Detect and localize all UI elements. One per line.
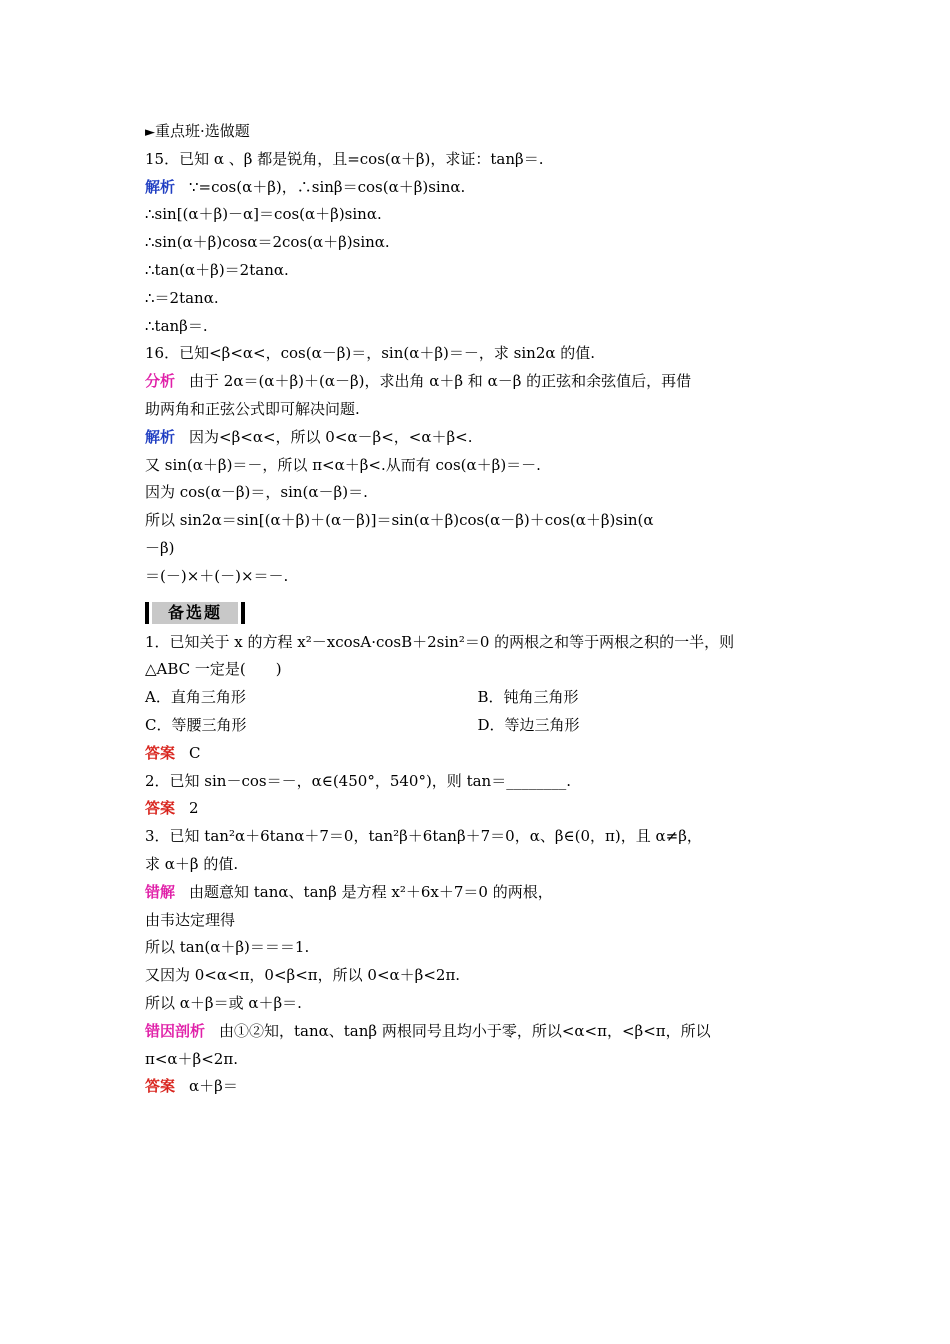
triangle-marker-icon: ► [145,125,155,140]
solution-line: ∵=cos(α＋β)，∴sinβ＝cos(α＋β)sinα. [189,177,466,196]
wrong-solution-text: 由韦达定理得 [145,910,236,929]
wrong-solution-text: 所以 tan(α＋β)＝＝＝1. [145,938,310,957]
wrong-solution-first [145,879,810,907]
backup-section-heading [145,601,810,625]
analysis-text: 助两角和正弦公式即可解决问题. [145,399,360,418]
solution-line: ＝(－)×＋(－)×＝－. [145,566,289,585]
answer-label: 答案 [145,743,176,762]
analysis-text: 由于 2α＝(α＋β)＋(α－β)，求出角 α＋β 和 α－β 的正弦和余弦值后，再借 [189,372,692,391]
problem-15-question: 15．已知 α 、β 都是锐角，且=cos(α＋β)，求证：tanβ＝. [145,149,544,168]
section-title: 备选题 [152,602,238,624]
problem-15-solution-first [145,174,810,202]
question-1-line: 1．已知关于 x 的方程 x²－xcosA·cosB＋2sin²＝0 的两根之和等于两根之积的一半，则 [145,632,735,651]
solution-line: －β) [145,538,175,557]
solution-line: ∴tanβ＝. [145,316,208,335]
solution-line: 所以 sin2α＝sin[(α＋β)＋(α－β)]＝sin(α＋β)cos(α－β)＋cos(α＋β)sin(α [145,511,654,530]
wrong-solution-text: 由题意知 tanα、tanβ 是方程 x²＋6x＋7＝0 的两根， [189,882,553,901]
options-row [145,712,810,740]
answer-label: 答案 [145,799,176,818]
answer-value: 2 [189,799,199,818]
option-d: D．等边三角形 [477,715,580,734]
document-page [145,118,810,1101]
solution-label: 解析 [145,177,176,196]
question-3-line: 3．已知 tan²α＋6tanα＋7＝0，tan²β＋6tanβ＋7＝0，α、β∈(0，π)，且 α≠β， [145,827,702,846]
question-3-answer [145,1073,810,1101]
question-2-answer [145,795,810,823]
wrong-solution-text: 所以 α＋β＝或 α＋β＝. [145,993,302,1012]
question-2-line: 2．已知 sin－cos＝－，α∈(450°，540°)，则 tan＝________. [145,771,571,790]
answer-label: 答案 [145,1077,176,1096]
solution-line: ∴sin[(α＋β)－α]＝cos(α＋β)sinα. [145,205,382,224]
solution-line: ∴＝2tanα. [145,288,219,307]
wrong-solution-text: 又因为 0<α<π，0<β<π，所以 0<α＋β<2π. [145,966,461,985]
analysis-label: 分析 [145,372,176,391]
error-cause-text: 由①②知，tanα、tanβ 两根同号且均小于零，所以<α<π，<β<π，所以 [219,1021,711,1040]
option-b: B．钝角三角形 [477,688,579,707]
error-cause-label: 错因剖析 [145,1021,206,1040]
wrong-solution-label: 错解 [145,882,176,901]
error-cause-text: π<α＋β<2π. [145,1049,238,1068]
solution-line: ∴tan(α＋β)＝2tanα. [145,260,289,279]
options-row [145,684,810,712]
solution-line: ∴sin(α＋β)cosα＝2cos(α＋β)sinα. [145,233,390,252]
error-cause-first [145,1018,810,1046]
heading-bar-left [145,602,149,624]
question-3-line: 求 α＋β 的值. [145,854,239,873]
solution-line: 因为<β<α<，所以 0<α－β<，<α＋β<. [189,427,473,446]
question-1-line: △ABC 一定是( ) [145,660,282,679]
heading-bar-right [241,602,245,624]
option-a: A．直角三角形 [145,688,246,707]
answer-value: α＋β＝ [189,1077,238,1096]
solution-line: 因为 cos(α－β)＝，sin(α－β)＝. [145,483,368,502]
problem-16-solution-first [145,424,810,452]
problem-16-analysis [145,368,810,396]
section-header [145,118,810,146]
answer-value: C [189,743,201,762]
problem-16-question: 16．已知<β<α<，cos(α－β)＝，sin(α＋β)＝－，求 sin2α 的值. [145,344,596,363]
question-1-answer [145,740,810,768]
option-c: C．等腰三角形 [145,715,247,734]
solution-line: 又 sin(α＋β)＝－，所以 π<α＋β<.从而有 cos(α＋β)＝－. [145,455,541,474]
solution-label: 解析 [145,427,176,446]
section-header-title: 重点班·选做题 [155,122,250,140]
